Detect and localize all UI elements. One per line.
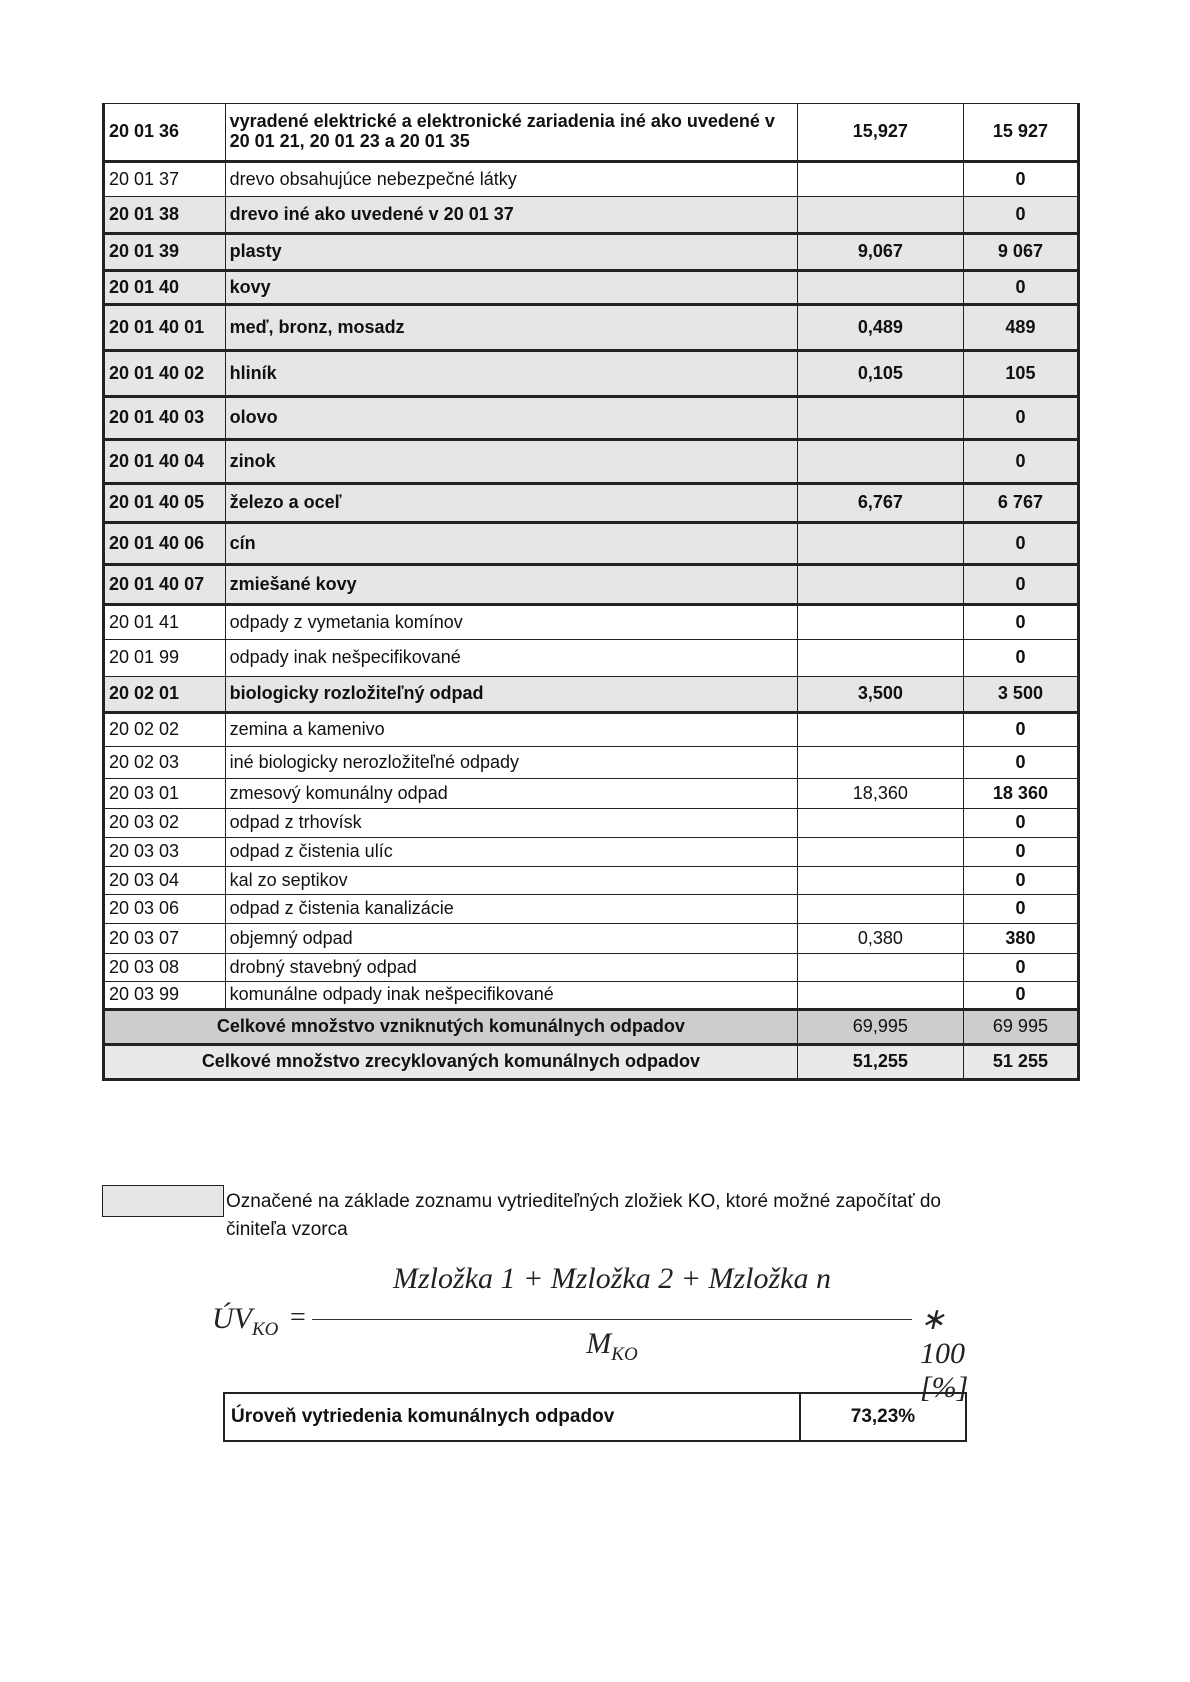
row-name: olovo [225, 397, 797, 440]
table-row [104, 982, 1079, 1010]
total-generated-kg: 69 995 [963, 1010, 1078, 1045]
row-code: 20 02 01 [104, 677, 226, 713]
row-quantity [797, 982, 963, 1010]
table-row [104, 104, 1079, 162]
row-name: drevo iné ako uvedené v 20 01 37 [225, 197, 797, 234]
table-row [104, 234, 1079, 271]
row-code: 20 01 41 [104, 605, 226, 640]
row-name: zemina a kamenivo [225, 713, 797, 747]
row-quantity: 9,067 [797, 234, 963, 271]
total-generated-label: Celkové množstvo vzniknutých komunálnych odpadov [104, 1010, 798, 1045]
row-code: 20 02 02 [104, 713, 226, 747]
row-total: 489 [963, 305, 1078, 351]
row-total: 105 [963, 351, 1078, 397]
row-quantity [797, 867, 963, 895]
total-recycled-label: Celkové množstvo zrecyklovaných komunálnych odpadov [104, 1045, 798, 1080]
table-row [104, 305, 1079, 351]
total-generated-row [104, 1010, 1079, 1045]
table-row [104, 484, 1079, 523]
row-total: 0 [963, 809, 1078, 838]
table-row [104, 197, 1079, 234]
row-quantity [797, 197, 963, 234]
total-recycled-kg: 51 255 [963, 1045, 1078, 1080]
row-total: 380 [963, 924, 1078, 954]
row-quantity: 0,380 [797, 924, 963, 954]
waste-table-body [104, 104, 1079, 1010]
row-code: 20 03 07 [104, 924, 226, 954]
row-total: 15 927 [963, 104, 1078, 162]
row-total: 0 [963, 397, 1078, 440]
row-code: 20 03 08 [104, 954, 226, 982]
table-row [104, 605, 1079, 640]
row-code: 20 01 40 07 [104, 565, 226, 605]
row-name: iné biologicky nerozložiteľné odpady [225, 747, 797, 779]
row-name: odpad z čistenia kanalizácie [225, 895, 797, 924]
row-quantity: 0,105 [797, 351, 963, 397]
formula-denominator-main: M [586, 1327, 612, 1360]
formula-denominator [312, 1327, 912, 1366]
row-total: 0 [963, 747, 1078, 779]
row-code: 20 01 39 [104, 234, 226, 271]
row-total: 0 [963, 838, 1078, 867]
row-quantity: 6,767 [797, 484, 963, 523]
row-name: drobný stavebný odpad [225, 954, 797, 982]
row-quantity [797, 565, 963, 605]
row-code: 20 01 40 06 [104, 523, 226, 565]
table-row [104, 747, 1079, 779]
row-name: hliník [225, 351, 797, 397]
row-name: kal zo septikov [225, 867, 797, 895]
row-total: 0 [963, 713, 1078, 747]
row-total: 0 [963, 440, 1078, 484]
row-quantity [797, 271, 963, 305]
row-quantity [797, 895, 963, 924]
row-total: 0 [963, 895, 1078, 924]
sorting-level-table [223, 1392, 967, 1442]
table-row [104, 895, 1079, 924]
row-quantity: 3,500 [797, 677, 963, 713]
row-code: 20 03 02 [104, 809, 226, 838]
row-code: 20 01 40 05 [104, 484, 226, 523]
row-code: 20 03 01 [104, 779, 226, 809]
row-quantity: 15,927 [797, 104, 963, 162]
row-quantity [797, 523, 963, 565]
row-name: objemný odpad [225, 924, 797, 954]
row-code: 20 01 99 [104, 640, 226, 677]
row-quantity [797, 397, 963, 440]
legend-text: Označené na základe zoznamu vytriediteľných zložiek KO, ktoré možné započítať do činiteľa vzorca [226, 1191, 941, 1240]
waste-table [102, 103, 1080, 1081]
formula-numerator: Mzložka 1 + Mzložka 2 + Mzložka n [393, 1262, 831, 1295]
row-name: plasty [225, 234, 797, 271]
row-total: 9 067 [963, 234, 1078, 271]
table-row [104, 677, 1079, 713]
row-quantity [797, 440, 963, 484]
row-name: meď, bronz, mosadz [225, 305, 797, 351]
sorting-level-value: 73,23% [800, 1393, 966, 1441]
row-code: 20 03 99 [104, 982, 226, 1010]
row-quantity [797, 640, 963, 677]
row-code: 20 03 04 [104, 867, 226, 895]
row-name: odpad z čistenia ulíc [225, 838, 797, 867]
row-quantity: 0,489 [797, 305, 963, 351]
row-code: 20 01 38 [104, 197, 226, 234]
table-row [104, 867, 1079, 895]
table-row [104, 351, 1079, 397]
row-total: 0 [963, 867, 1078, 895]
row-name: vyradené elektrické a elektronické zariadenia iné ako uvedené v 20 01 21, 20 01 23 a 20 01 35 [225, 104, 797, 162]
row-name: zmiešané kovy [225, 565, 797, 605]
formula-fraction-bar [312, 1319, 912, 1320]
total-generated-qty: 69,995 [797, 1010, 963, 1045]
row-name: zmesový komunálny odpad [225, 779, 797, 809]
table-row [104, 397, 1079, 440]
table-row [104, 271, 1079, 305]
row-code: 20 01 37 [104, 162, 226, 197]
formula-lhs-sub: KO [252, 1319, 279, 1340]
formula-multiplier: ∗ 100 [%] [920, 1303, 969, 1404]
formula-lhs [212, 1302, 278, 1341]
row-total: 0 [963, 982, 1078, 1010]
legend-swatch [102, 1185, 224, 1217]
table-row [104, 565, 1079, 605]
row-name: cín [225, 523, 797, 565]
row-code: 20 01 40 03 [104, 397, 226, 440]
table-row [104, 954, 1079, 982]
row-quantity [797, 747, 963, 779]
row-name: drevo obsahujúce nebezpečné látky [225, 162, 797, 197]
row-name: komunálne odpady inak nešpecifikované [225, 982, 797, 1010]
row-name: železo a oceľ [225, 484, 797, 523]
row-total: 0 [963, 565, 1078, 605]
table-row [104, 809, 1079, 838]
row-total: 6 767 [963, 484, 1078, 523]
table-row [104, 779, 1079, 809]
formula-denominator-sub: KO [611, 1344, 638, 1365]
row-code: 20 01 40 01 [104, 305, 226, 351]
table-row [104, 640, 1079, 677]
row-code: 20 01 40 [104, 271, 226, 305]
row-code: 20 01 40 04 [104, 440, 226, 484]
row-quantity [797, 162, 963, 197]
row-quantity: 18,360 [797, 779, 963, 809]
row-quantity [797, 954, 963, 982]
row-quantity [797, 809, 963, 838]
row-code: 20 01 40 02 [104, 351, 226, 397]
row-total: 0 [963, 197, 1078, 234]
row-name: biologicky rozložiteľný odpad [225, 677, 797, 713]
formula [212, 1262, 969, 1404]
row-total: 0 [963, 605, 1078, 640]
row-total: 0 [963, 640, 1078, 677]
table-row [104, 162, 1079, 197]
row-total: 0 [963, 954, 1078, 982]
total-recycled-qty: 51,255 [797, 1045, 963, 1080]
row-quantity [797, 838, 963, 867]
sorting-level-row [224, 1393, 966, 1441]
row-total: 0 [963, 162, 1078, 197]
row-name: odpad z trhovísk [225, 809, 797, 838]
row-code: 20 03 03 [104, 838, 226, 867]
sorting-level-label: Úroveň vytriedenia komunálnych odpadov [224, 1393, 800, 1441]
row-name: kovy [225, 271, 797, 305]
row-quantity [797, 605, 963, 640]
row-code: 20 02 03 [104, 747, 226, 779]
row-quantity [797, 713, 963, 747]
row-total: 3 500 [963, 677, 1078, 713]
table-row [104, 838, 1079, 867]
row-name: zinok [225, 440, 797, 484]
row-total: 18 360 [963, 779, 1078, 809]
row-name: odpady z vymetania komínov [225, 605, 797, 640]
row-name: odpady inak nešpecifikované [225, 640, 797, 677]
table-row [104, 523, 1079, 565]
row-code: 20 03 06 [104, 895, 226, 924]
formula-equals: = [290, 1302, 306, 1333]
row-total: 0 [963, 271, 1078, 305]
formula-lhs-main: ÚV [212, 1302, 252, 1335]
table-row [104, 440, 1079, 484]
total-recycled-row [104, 1045, 1079, 1080]
table-row [104, 713, 1079, 747]
row-code: 20 01 36 [104, 104, 226, 162]
row-total: 0 [963, 523, 1078, 565]
table-row [104, 924, 1079, 954]
